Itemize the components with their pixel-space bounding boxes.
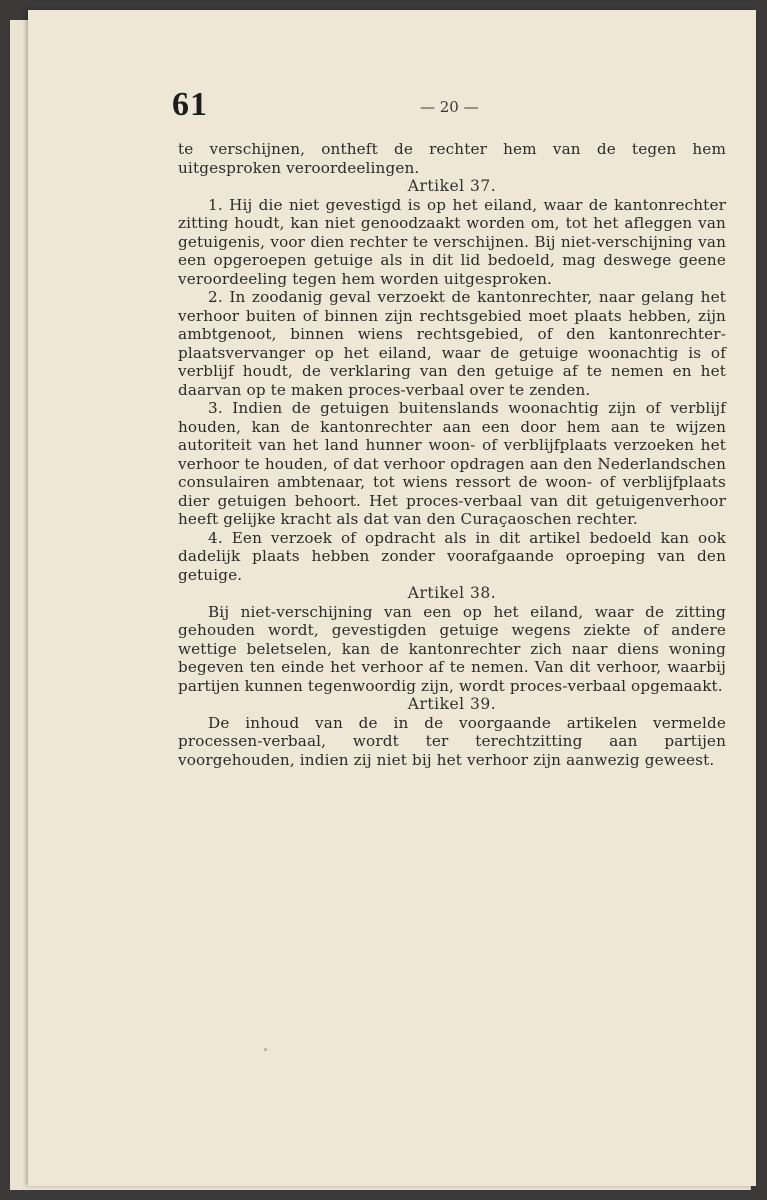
article-38-paragraph-1: Bij niet-verschijning van een op het eiland, waar de zitting gehouden wordt, gevestigden getuige wegens ziekte of andere wettige beletselen, kan de kantonrechter zich naar diens woning begeven ten einde het verhoor af te nemen. Van dit verhoor, waarbij partijen kunnen tegenwoordig zijn, wordt proces-verbaal opgemaakt. bbox=[178, 602, 726, 695]
article-37-paragraph-2: 2. In zoodanig geval verzoekt de kantonrechter, naar gelang het verhoor buiten of binnen zijn rechtsgebied moet plaats hebben, zijn ambtgenoot, binnen wiens rechtsgebied, of den kantonrechter-plaatsvervanger op het eiland, waar de getuige woonachtig is of verblijf houdt, de verklaring van den getuige af te nemen en het daarvan op te maken proces-verbaal over te zenden. bbox=[178, 288, 726, 399]
paper-speck bbox=[264, 1048, 267, 1051]
body-text bbox=[178, 140, 726, 769]
article-37-heading: Artikel 37. bbox=[407, 177, 497, 195]
article-39-heading: Artikel 39. bbox=[407, 695, 497, 713]
page-number: 61 bbox=[172, 86, 208, 123]
article-39-paragraph-1: De inhoud van de in de voorgaande artikelen vermelde processen-verbaal, wordt ter terechtzitting aan partijen voorgehouden, indien zij niet bij het verhoor zijn aanwezig geweest. bbox=[178, 713, 726, 769]
article-37-paragraph-3: 3. Indien de getuigen buitenslands woonachtig zijn of verblijf houden, kan de kantonrechter aan een door hem aan te wijzen autoriteit van het land hunner woon- of verblijfplaats verzoeken het verhoor te houden, of dat verhoor opdragen aan den Nederlandschen consulairen ambtenaar, tot wiens ressort de woon- of verblijfplaats dier getuigen behoort. Het proces-verbaal van dit getuigenverhoor heeft gelijke kracht als dat van den Curaçaoschen rechter. bbox=[178, 399, 726, 528]
article-37-paragraph-4: 4. Een verzoek of opdracht als in dit artikel bedoeld kan ook dadelijk plaats hebben zonder voorafgaande oproeping van den getuige. bbox=[178, 528, 726, 584]
intro-paragraph: te verschijnen, ontheft de rechter hem van de tegen hem uitgesproken veroordeelingen. bbox=[178, 140, 726, 177]
scanned-page bbox=[28, 10, 756, 1186]
running-head: — 20 — bbox=[420, 98, 479, 116]
article-37-paragraph-1: 1. Hij die niet gevestigd is op het eiland, waar de kantonrechter zitting houdt, kan niet genoodzaakt worden om, tot het afleggen van getuigenis, voor dien rechter te verschijnen. Bij niet-verschijning van een opgeroepen getuige als in dit lid bedoeld, mag deswege geene veroordeeling tegen hem worden uitgesproken. bbox=[178, 195, 726, 288]
article-38-heading: Artikel 38. bbox=[407, 584, 497, 602]
